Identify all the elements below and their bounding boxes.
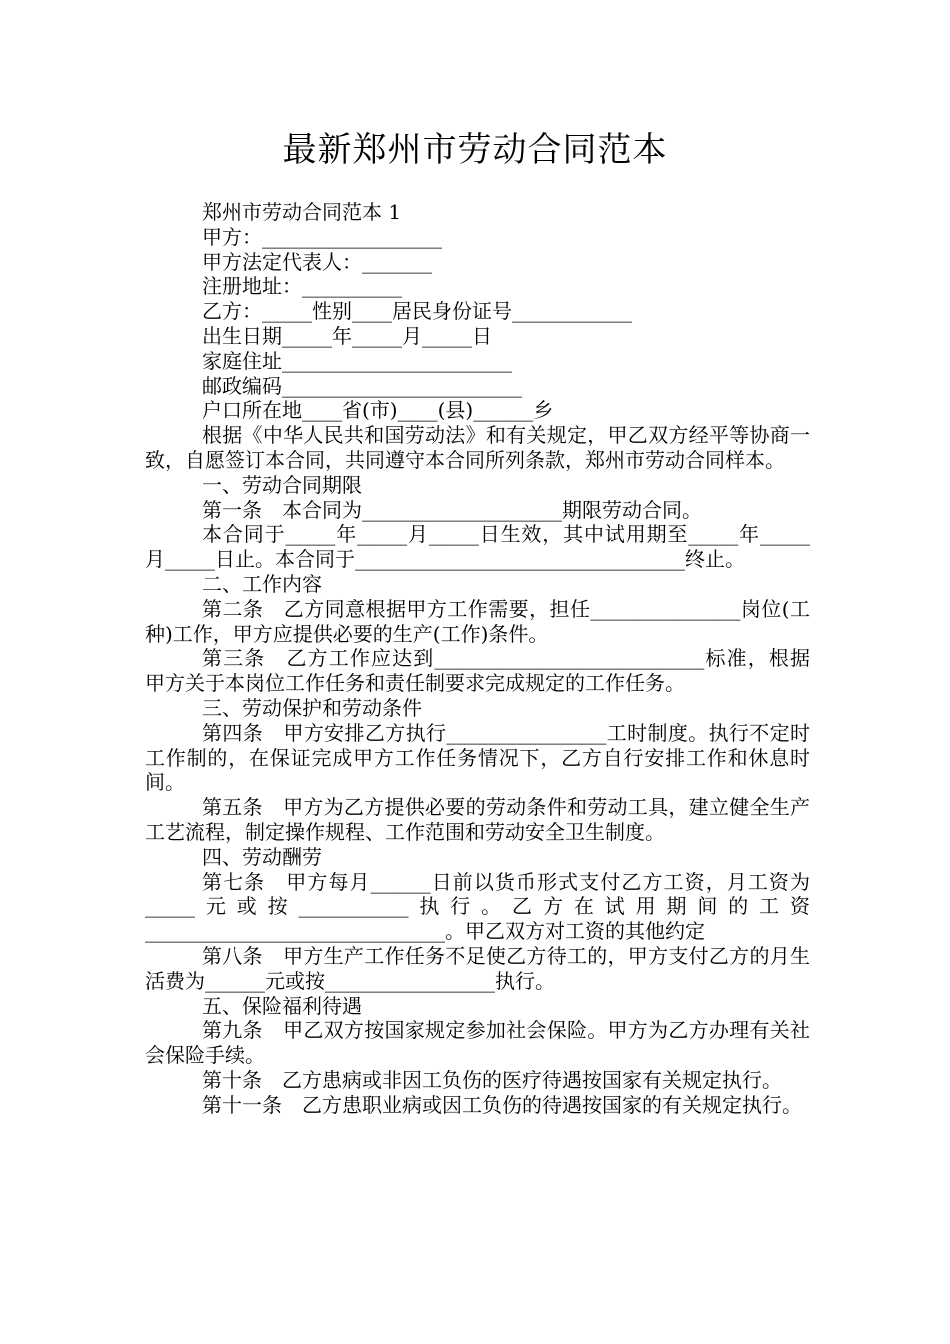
text-line: 二、工作内容: [202, 571, 322, 596]
text-line: 甲方法定代表人：_______: [202, 249, 432, 274]
text-line: 三、劳动保护和劳动条件: [202, 695, 422, 720]
text-line: 甲方：__________________: [202, 224, 442, 249]
text-line: 乙方：_____性别____居民身份证号____________: [202, 299, 632, 324]
paragraph: 第九条 甲乙双方按国家规定参加社会保险。甲方为乙方办理有关社会保险手续。: [145, 1018, 810, 1068]
paragraph: 本合同于_____年_____月_____日生效，其中试用期至_____年_____月_____日止。本合同于_________________________________终止。: [145, 522, 810, 572]
text-line: 一、劳动合同期限: [202, 472, 362, 497]
text-line: 家庭住址_______________________: [202, 348, 512, 373]
paragraph: 第四条 甲方安排乙方执行________________工时制度。执行不定时工作制的，在保证完成甲方工作任务情况下，乙方自行安排工作和休息时间。: [145, 720, 810, 795]
paragraph: 第五条 甲方为乙方提供必要的劳动条件和劳动工具，建立健全生产工艺流程，制定操作规程、工作范围和劳动安全卫生制度。: [145, 795, 810, 844]
paragraph: 第十条 乙方患病或非因工负伤的医疗待遇按国家有关规定执行。: [202, 1067, 782, 1092]
paragraph: 第三条 乙方工作应达到___________________________标准，根据甲方关于本岗位工作任务和责任制要求完成规定的工作任务。: [145, 646, 810, 696]
text-line: 五、保险福利待遇: [202, 993, 362, 1018]
paragraph: 第二条 乙方同意根据甲方工作需要，担任_______________岗位(工种)工作，甲方应提供必要的生产(工作)条件。: [145, 596, 810, 646]
text-line: 出生日期_____年_____月_____日: [202, 323, 492, 348]
text-line: 注册地址：__________: [202, 274, 402, 299]
paragraph: 第八条 甲方生产工作任务不足使乙方待工的，甲方支付乙方的月生活费为______元或按_________________执行。: [145, 943, 810, 993]
paragraph: 第七条 甲方每月______日前以货币形式支付乙方工资，月工资为_____元或按___________执行。乙方在试用期间的工资______________________________。甲乙双方对工资的其他约定: [145, 869, 810, 944]
paragraph: 根据《中华人民共和国劳动法》和有关规定，甲乙双方经平等协商一致，自愿签订本合同，共同遵守本合同所列条款，郑州市劳动合同样本。: [145, 423, 810, 472]
text-line: 第一条 本合同为____________________期限劳动合同。: [202, 497, 702, 522]
paragraph: 第十一条 乙方患职业病或因工负伤的待遇按国家的有关规定执行。: [202, 1092, 802, 1117]
text-line: 邮政编码________________________: [202, 373, 522, 398]
document-title: 最新郑州市劳动合同范本: [282, 130, 668, 170]
text-line: 四、劳动酬劳: [202, 844, 322, 869]
text-line: 郑州市劳动合同范本 1: [202, 200, 402, 224]
document-body: [145, 200, 810, 1117]
text-line: 户口所在地____省(市)____(县)______乡: [202, 398, 554, 423]
